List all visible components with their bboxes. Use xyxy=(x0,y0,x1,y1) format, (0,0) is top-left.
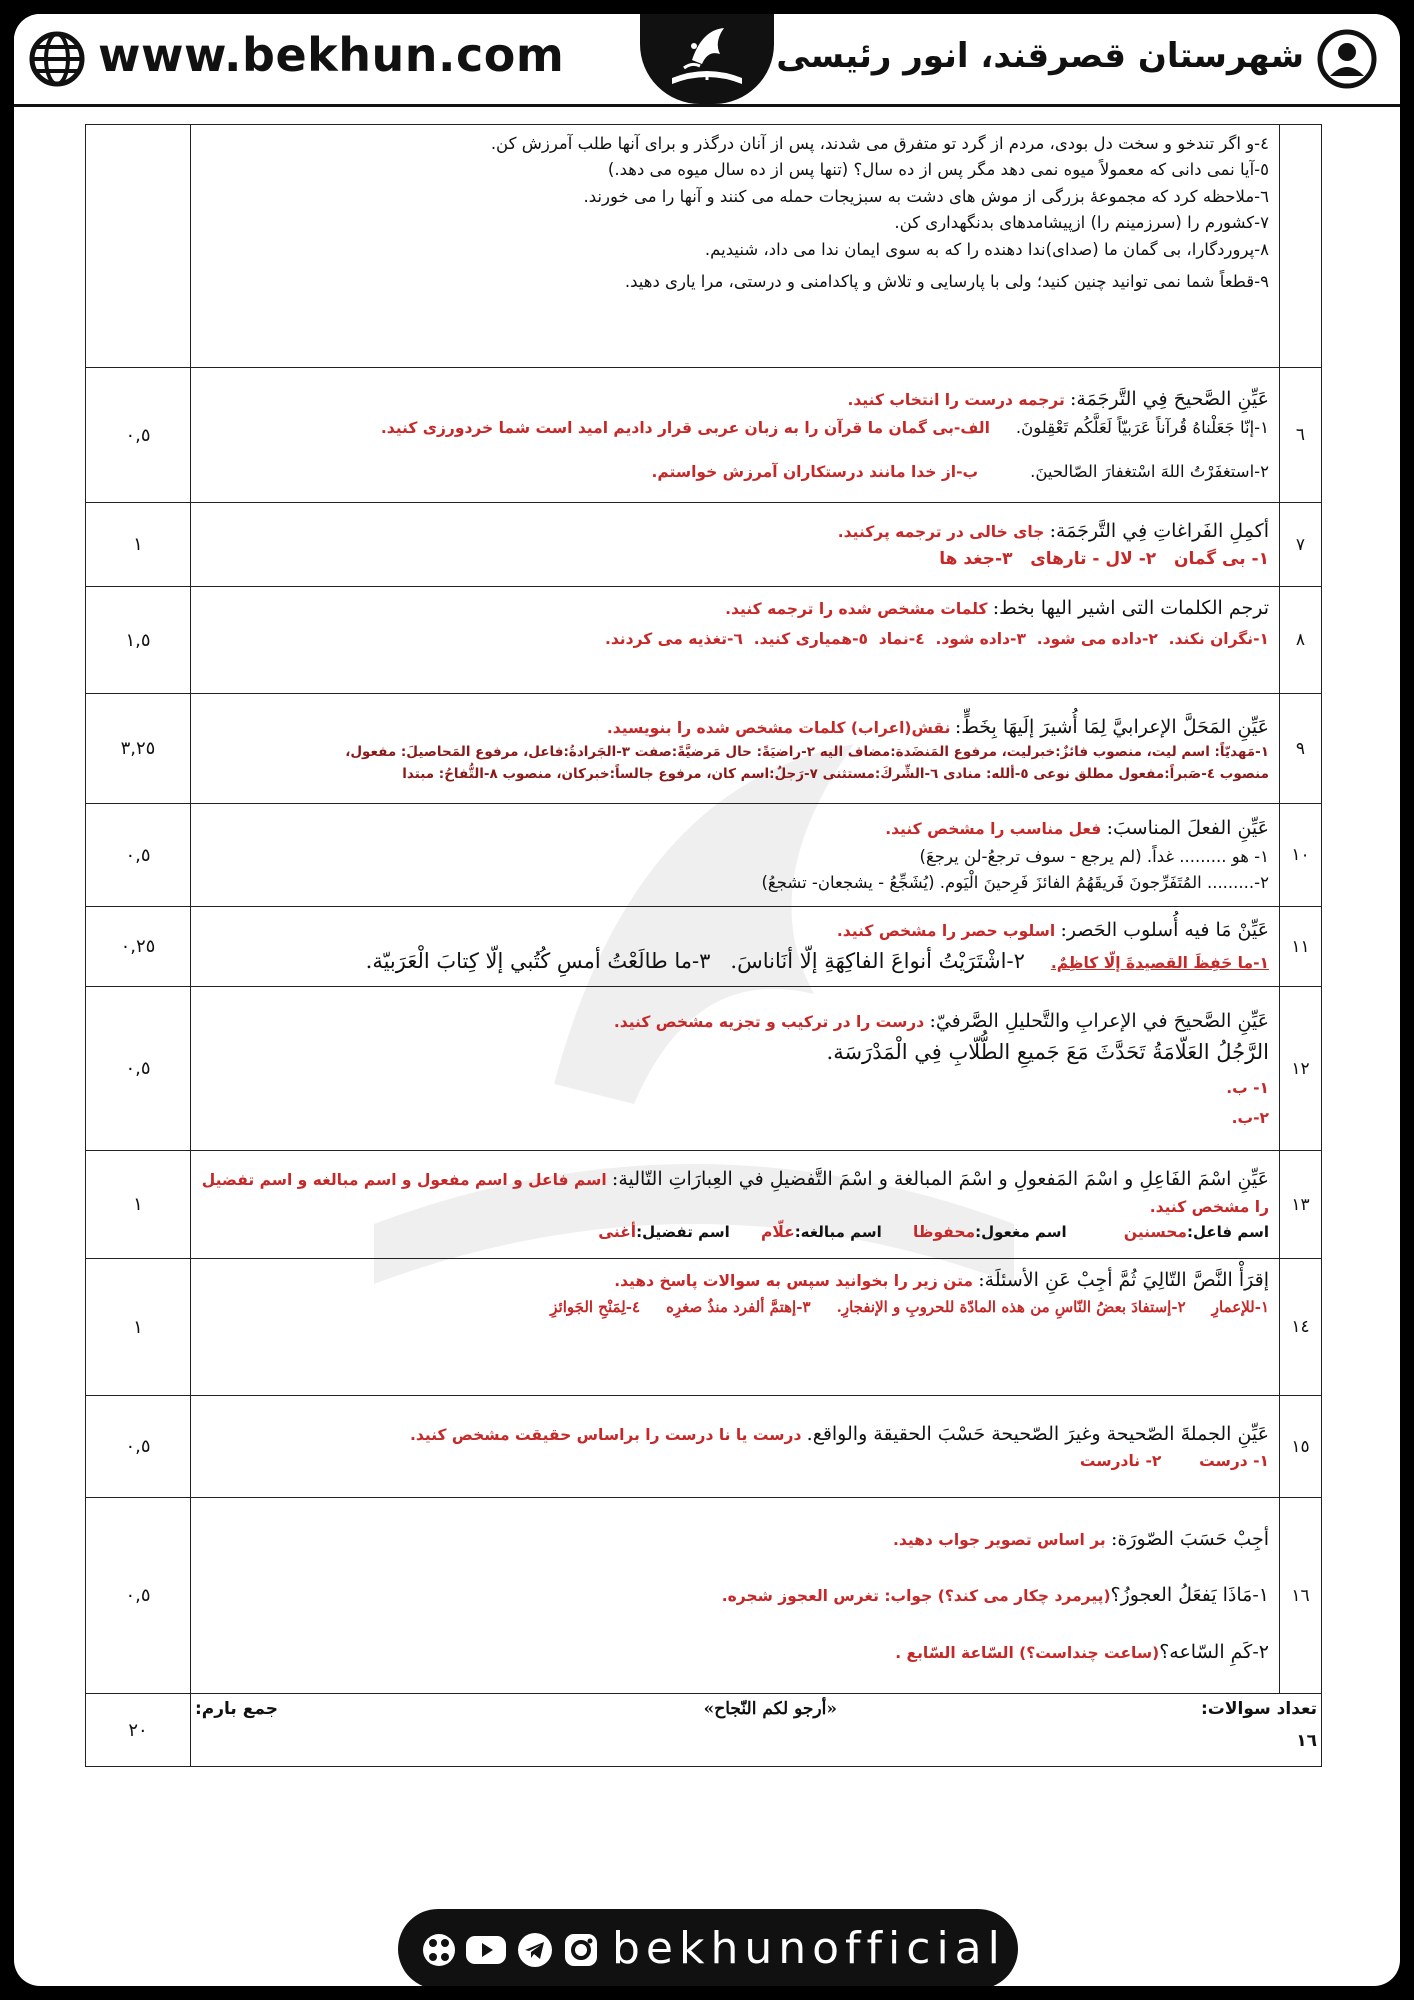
question-item: ١-مَاذَا يَفعَلُ العجوزُ؟ xyxy=(1110,1584,1269,1607)
aparat-icon[interactable] xyxy=(420,1931,458,1969)
social-footer xyxy=(398,1909,1018,1986)
question-body xyxy=(191,907,1280,987)
answer-text: علّام xyxy=(760,1223,795,1242)
list-item: ٩-قطعاً شما نمی توانید چنین کنید؛ ولی با پارسایی و تلاش و پاکدامنی و درستی، مرا یاری دهید. xyxy=(624,271,1269,291)
table-row xyxy=(86,804,1322,907)
table-row xyxy=(86,125,1322,368)
question-item: ٢-......... المُتَفَرِّجونَ فَريقَهُمُ الفائزَ فَرِحينَ الْيَوم. (يُشَجِّعُ - يشجعان- تشجعُ) xyxy=(761,873,1269,893)
question-instruction: جای خالی در ترجمه پرکنید. xyxy=(837,522,1045,541)
score-cell: ٠,٥ xyxy=(86,1396,191,1498)
score-cell: ١ xyxy=(86,1151,191,1259)
answer-text: محفوظا xyxy=(913,1223,976,1242)
score-cell: ٠,٥ xyxy=(86,804,191,907)
score-cell xyxy=(86,125,191,368)
question-heading: عَيِّنِ الفعلَ المناسبَ: xyxy=(1106,817,1269,840)
score-cell: ١ xyxy=(86,503,191,587)
question-instruction: اسم فاعل و اسم مفعول و اسم مبالغه و اسم تفضیل را مشخص کنید. xyxy=(201,1170,1269,1217)
list-item: ٤-و اگر تندخو و سخت دل بودی، مردم از گرد تو متفرق می شدند، پس از آنان درگذر و برای آنها طلب آمرزش کن. xyxy=(490,134,1269,153)
list-item: ٥-آیا نمی دانی که معمولاً میوه نمی دهد مگر پس از ده سال؟ (تنها پس از ده سال میوه می دهد.) xyxy=(607,160,1269,180)
question-body xyxy=(191,368,1280,503)
answer-text: ١-ما حَفِظَ القصيدةَ إلّا كاظِمٌ. xyxy=(1050,953,1269,972)
question-count-label: تعداد سوالات: xyxy=(1200,1699,1317,1719)
score-cell: ٣,٢٥ xyxy=(86,694,191,804)
total-score: ٢٠ xyxy=(86,1694,191,1767)
field-label: اسم تفضیل: xyxy=(636,1223,730,1242)
page xyxy=(14,14,1400,1986)
social-handle[interactable]: bekhunofficial xyxy=(612,1923,1006,1974)
question-number: ١٥ xyxy=(1280,1396,1322,1498)
question-instruction: کلمات مشخص شده را ترجمه کنید. xyxy=(725,600,988,618)
youtube-icon[interactable] xyxy=(464,1931,508,1969)
table-row xyxy=(86,1498,1322,1694)
score-cell: ٠,٢٥ xyxy=(86,907,191,987)
score-cell: ١,٥ xyxy=(86,587,191,694)
score-cell: ٠,٥ xyxy=(86,368,191,503)
answer-text: محسنین xyxy=(1123,1223,1188,1242)
question-item: ٢-استغفَرْتُ اللهَ اسْتغفارَ الصّالحينَ. xyxy=(1030,462,1269,482)
score-cell: ٠,٥ xyxy=(86,987,191,1151)
question-heading: عَيِّنِ الجملةَ الصّحيحة وغيرَ الصّحيحة حَسْبَ الحقيقة والواقع. xyxy=(806,1422,1269,1445)
answer-text: ١- ب. xyxy=(1226,1078,1269,1097)
question-heading: عَيِّنْ مَا فيه أُسلوب الحَصر: xyxy=(1060,918,1269,941)
table-row xyxy=(86,1151,1322,1259)
question-heading: عَيِّنِ الصَّحيحَ فِي التَّرجَمَة: xyxy=(1070,388,1269,411)
question-item: ٢-كَمِ السّاعه؟ xyxy=(1159,1640,1269,1663)
list-item: ٧-کشورم را (سرزمینم را) ازپیشامدهای بدنگهداری کن. xyxy=(894,213,1269,233)
question-heading: أجِبْ حَسَبَ الصّورَة: xyxy=(1110,1527,1269,1550)
table-row xyxy=(86,1396,1322,1498)
question-heading: عَيِّنِ المَحَلَّ الإعرابيَّ لِمَا أُشيرَ إلَيهَا بِخَطٍّ: xyxy=(954,715,1269,738)
question-instruction: بر اساس تصویر جواب دهید. xyxy=(893,1530,1106,1549)
header-bar xyxy=(14,14,1400,107)
table-row xyxy=(86,907,1322,987)
brand-logo xyxy=(640,14,774,104)
question-item: ١-إنّا جَعَلْناهُ قُرآناً عَرَبيّاً لَعَلَّكُم تَعْقِلونَ. xyxy=(1015,417,1269,437)
field-label: اسم مبالغه: xyxy=(794,1223,882,1242)
question-number: ٧ xyxy=(1280,503,1322,587)
total-score-label: جمع بارم: xyxy=(195,1699,278,1719)
answer-text: (پیرمرد چکار می کند؟) جواب: تغرس العجوز شجره. xyxy=(721,1587,1111,1606)
question-instruction: فعل مناسب را مشخص کنید. xyxy=(885,820,1102,839)
globe-icon xyxy=(28,30,86,88)
answer-text: (ساعت چنداست؟) السّاعة السّابع . xyxy=(895,1643,1160,1662)
question-number: ٨ xyxy=(1280,587,1322,694)
exam-table xyxy=(85,124,1322,1767)
question-body xyxy=(191,503,1280,587)
field-label: اسم فاعل: xyxy=(1187,1223,1269,1242)
answer-text: ١- بی گمان ٢- لال - تارهای ٣-جغد ها xyxy=(939,549,1269,570)
question-heading: ترجم الکلمات التی اشیر الیها بخط: xyxy=(992,597,1269,619)
answer-text: ب-از خدا مانند درستکاران آمرزش خواستم. xyxy=(651,463,979,482)
question-item: ٢-اشْتَرَيْتُ أنواعَ الفاكِهَةِ إلّا أنَاناسَ. ٣-ما طالَعْتُ أمسِ كُتُبي إلّا كِتابَ الْعَرَبيّة. xyxy=(365,948,1025,973)
table-row xyxy=(86,1259,1322,1396)
list-item: ٨-پروردگارا، بی گمان ما (صدای)ندا دهنده را که به سوی ایمان ندا می داد، شنیدیم. xyxy=(704,239,1269,259)
book-logo-icon xyxy=(662,20,752,100)
score-cell: ١ xyxy=(86,1259,191,1396)
question-number: ١٢ xyxy=(1280,987,1322,1151)
question-body xyxy=(191,1498,1280,1694)
instagram-icon[interactable] xyxy=(562,1931,600,1969)
question-body xyxy=(191,694,1280,804)
question-sentence: الرَّجُلُ العَلّامَةُ تَحَدَّثَ مَعَ جَميعِ الطُّلّابِ فِي الْمَدْرَسَة. xyxy=(826,1040,1269,1065)
closing-wish: «أرجو لكم النّجاح» xyxy=(703,1699,837,1719)
question-number: ١٠ xyxy=(1280,804,1322,907)
question-heading: عَيِّنِ اسْمَ الفَاعِلِ و اسْمَ المَفعولِ و اسْمَ المبالغة و اسْمَ التَّفضيلِ في العِبارَاتِ التّالية: xyxy=(611,1167,1269,1190)
question-body xyxy=(191,804,1280,907)
site-url-link[interactable]: www.bekhun.com xyxy=(98,28,565,82)
question-instruction: اسلوب حصر را مشخص کنید. xyxy=(836,921,1056,940)
field-label: اسم مغعول: xyxy=(975,1223,1067,1242)
question-count: ١٦ xyxy=(1296,1731,1317,1751)
question-number: ١٣ xyxy=(1280,1151,1322,1259)
question-number: ٩ xyxy=(1280,694,1322,804)
list-item: ٦-ملاحظه کرد که مجموعهٔ بزرگی از موش های دشت به سبزیجات حمله می کنند و آنها را می خورند. xyxy=(583,186,1269,206)
table-row xyxy=(86,1694,1322,1767)
question-number: ١٤ xyxy=(1280,1259,1322,1396)
question-number: ١٦ xyxy=(1280,1498,1322,1694)
table-row xyxy=(86,987,1322,1151)
question-body xyxy=(191,1259,1280,1396)
question-number: ٦ xyxy=(1280,368,1322,503)
score-cell: ٠,٥ xyxy=(86,1498,191,1694)
question-instruction: متن زیر را بخوانید سپس به سوالات پاسخ دهید. xyxy=(614,1272,974,1290)
question-body xyxy=(191,1151,1280,1259)
table-row xyxy=(86,368,1322,503)
question-number: ١١ xyxy=(1280,907,1322,987)
answer-text: ١-مَهديّاً: اسم لیت، منصوب فائزٌ:خبرلیت، مرفوع المَنضَدة:مضاف الیه ٢-راضيَةً: حال مَرضيَّةً:صفت ٣-الجَرادةُ:فاعل، مرفوع المَحاصيلَ: مفعول، xyxy=(345,744,1269,761)
question-body xyxy=(191,1396,1280,1498)
telegram-icon[interactable] xyxy=(516,1931,554,1969)
table-row xyxy=(86,503,1322,587)
question-item: ١- هو ......... غداً. (لم يرجع - سوف ترجعُ-لن يرجعَ) xyxy=(919,846,1269,866)
question-instruction: درست را در ترکیب و تجزیه مشخص کنید. xyxy=(613,1012,925,1031)
answer-text: ١-نگران نکند. ٢-داده می شود. ٣-داده شود. ٤-نماد ٥-همیاری کنید. ٦-تغذیه می کردند. xyxy=(604,630,1269,649)
answer-text: الف-بی گمان ما قرآن را به زبان عربی قرار دادیم امید است شما خردورزی کنید. xyxy=(380,418,990,437)
answer-text: ٢-ب. xyxy=(1231,1109,1269,1128)
question-body xyxy=(191,125,1280,368)
question-heading: إقرَأْ النَّصَّ التّالِيَ ثُمَّ أجِبْ عَنِ الأسئلَة: xyxy=(978,1269,1269,1291)
question-heading: عَيِّنِ الصَّحيحَ في الإعرابِ والتَّحليلِ الصَّرفيّ: xyxy=(929,1009,1269,1032)
table-row xyxy=(86,694,1322,804)
user-avatar-icon xyxy=(1316,28,1378,90)
question-number xyxy=(1280,125,1322,368)
summary-cell xyxy=(191,1694,1322,1767)
answer-text: ١- درست ٢- نادرست xyxy=(1079,1452,1269,1471)
table-row xyxy=(86,587,1322,694)
question-instruction: ترجمه درست را انتخاب کنید. xyxy=(847,391,1065,410)
question-body xyxy=(191,987,1280,1151)
answer-text: ١-للإعمارِ ٢-إستفادَ بعضُ النّاسِ من هذه المادّة للحروبِ و الإنفجارِ. ٣-إهتمَّ ألفرد منذُ صغرِه ٤-لِمَنْحِ الجَوائزِ xyxy=(550,1298,1269,1317)
answer-text: أغنی xyxy=(598,1223,637,1242)
question-heading: أكمِلِ الفَراغاتِ فِي التَّرجَمَة: xyxy=(1049,519,1269,542)
header-title: شهرستان قصرقند، انور رئیسی xyxy=(776,36,1304,76)
answer-text: منصوب ٤-صَبراً:مفعول مطلق نوعی ٥-ألله: منادی ٦-الشِّركَ:مستثنی ٧-رَجلٌ:اسم کان، مرفوع جالساً:خبرکان، منصوب ٨-التُّفاحُ: مبتدا xyxy=(402,765,1269,782)
question-instruction: درست یا نا درست را براساس حقیقت مشخص کنید. xyxy=(410,1425,802,1444)
question-instruction: نقش(اعراب) کلمات مشخص شده را بنویسید. xyxy=(606,718,951,737)
question-body xyxy=(191,587,1280,694)
